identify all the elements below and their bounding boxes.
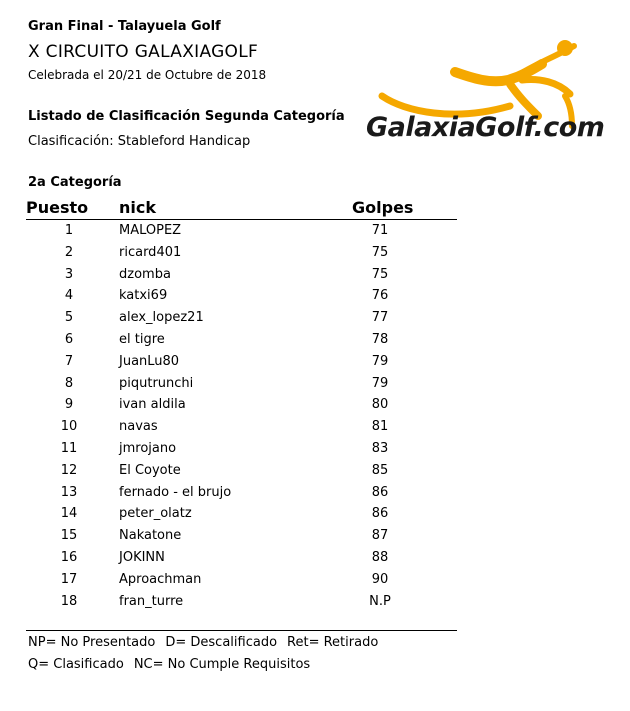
rank-cell: 13 bbox=[60, 484, 78, 500]
golpes-cell: 79 bbox=[371, 353, 389, 369]
rank-cell: 5 bbox=[64, 310, 74, 326]
table-row bbox=[0, 373, 630, 395]
rank-cell: 1 bbox=[64, 223, 74, 238]
golpes-cell: 85 bbox=[371, 462, 389, 478]
table-row bbox=[0, 220, 630, 242]
table-row bbox=[0, 591, 630, 613]
rank-cell: 18 bbox=[60, 593, 78, 609]
nick-cell: JuanLu80 bbox=[119, 353, 180, 369]
table-row bbox=[0, 569, 630, 591]
nick-cell: El Coyote bbox=[119, 462, 181, 478]
table-row bbox=[0, 438, 630, 460]
nick-cell: alex_lopez21 bbox=[119, 310, 204, 326]
golpes-cell: 71 bbox=[371, 223, 389, 238]
nick-cell: ivan aldila bbox=[119, 397, 186, 413]
logo-brand-text: GalaxiaGolf.com bbox=[366, 112, 605, 143]
table-row bbox=[0, 307, 630, 329]
nick-cell: jmrojano bbox=[119, 440, 177, 456]
nick-cell: navas bbox=[119, 419, 158, 435]
category-title: 2a Categoría bbox=[28, 175, 122, 190]
golpes-cell: 90 bbox=[371, 571, 389, 587]
golpes-cell: 88 bbox=[371, 549, 389, 565]
nick-cell: peter_olatz bbox=[119, 506, 192, 522]
nick-cell: Nakatone bbox=[119, 528, 182, 544]
table-row bbox=[0, 525, 630, 547]
event-title: Gran Final - Talayuela Golf bbox=[28, 19, 221, 34]
rank-cell: 8 bbox=[64, 375, 74, 391]
table-row bbox=[0, 242, 630, 264]
rank-cell: 10 bbox=[60, 419, 78, 435]
golpes-cell: 81 bbox=[371, 419, 389, 435]
legend-q: Q= Clasificado bbox=[28, 657, 124, 672]
rank-cell: 12 bbox=[60, 462, 78, 478]
golpes-cell: 75 bbox=[371, 266, 389, 282]
table-row bbox=[0, 329, 630, 351]
column-header-golpes: Golpes bbox=[352, 198, 414, 217]
legend-d: D= Descalificado bbox=[165, 635, 278, 650]
golpes-cell: 75 bbox=[371, 244, 389, 260]
nick-cell: fran_turre bbox=[119, 593, 184, 609]
event-date: Celebrada el 20/21 de Octubre de 2018 bbox=[28, 68, 267, 82]
legend-ret: Ret= Retirado bbox=[287, 635, 379, 650]
table-row bbox=[0, 547, 630, 569]
legend-line-1 bbox=[28, 635, 388, 650]
table-row bbox=[0, 394, 630, 416]
legend-line-2 bbox=[28, 657, 320, 672]
table-row bbox=[0, 264, 630, 286]
golpes-cell: 83 bbox=[371, 440, 389, 456]
rank-cell: 3 bbox=[64, 266, 74, 282]
rank-cell: 17 bbox=[60, 571, 78, 587]
circuit-title: X CIRCUITO GALAXIAGOLF bbox=[28, 42, 259, 62]
golpes-cell: 87 bbox=[371, 528, 389, 544]
golpes-cell: 77 bbox=[371, 310, 389, 326]
rank-cell: 11 bbox=[60, 440, 78, 456]
legend-np: NP= No Presentado bbox=[28, 635, 156, 650]
golpes-cell: 86 bbox=[371, 484, 389, 500]
golpes-cell: 79 bbox=[371, 375, 389, 391]
classification-table bbox=[0, 220, 630, 612]
nick-cell: piqutrunchi bbox=[119, 375, 194, 391]
nick-cell: dzomba bbox=[119, 266, 171, 282]
golpes-cell: N.P bbox=[369, 593, 391, 609]
golpes-cell: 76 bbox=[371, 288, 389, 304]
table-row bbox=[0, 460, 630, 482]
nick-cell: Aproachman bbox=[119, 571, 202, 587]
rank-cell: 2 bbox=[64, 244, 74, 260]
rank-cell: 16 bbox=[60, 549, 78, 565]
table-row bbox=[0, 285, 630, 307]
classification-type: Clasificación: Stableford Handicap bbox=[28, 134, 251, 149]
nick-cell: MALOPEZ bbox=[119, 223, 182, 238]
legend-nc: NC= No Cumple Requisitos bbox=[133, 657, 311, 672]
nick-cell: katxi69 bbox=[119, 288, 168, 304]
table-row bbox=[0, 503, 630, 525]
golpes-cell: 86 bbox=[371, 506, 389, 522]
nick-cell: el tigre bbox=[119, 331, 165, 347]
table-row bbox=[0, 416, 630, 438]
golpes-cell: 80 bbox=[371, 397, 389, 413]
footer-divider bbox=[26, 630, 457, 631]
nick-cell: fernado - el brujo bbox=[119, 484, 232, 500]
rank-cell: 15 bbox=[60, 528, 78, 544]
nick-cell: JOKINN bbox=[119, 549, 165, 565]
golpes-cell: 78 bbox=[371, 331, 389, 347]
galaxiagolf-logo bbox=[360, 34, 622, 158]
column-header-nick: nick bbox=[119, 198, 156, 217]
rank-cell: 14 bbox=[60, 506, 78, 522]
column-header-puesto: Puesto bbox=[26, 198, 89, 217]
table-row bbox=[0, 351, 630, 373]
rank-cell: 9 bbox=[64, 397, 74, 413]
rank-cell: 7 bbox=[64, 353, 74, 369]
table-row bbox=[0, 482, 630, 504]
nick-cell: ricard401 bbox=[119, 244, 182, 260]
rank-cell: 6 bbox=[64, 331, 74, 347]
rank-cell: 4 bbox=[64, 288, 74, 304]
listing-title: Listado de Clasificación Segunda Categoría bbox=[28, 109, 345, 124]
